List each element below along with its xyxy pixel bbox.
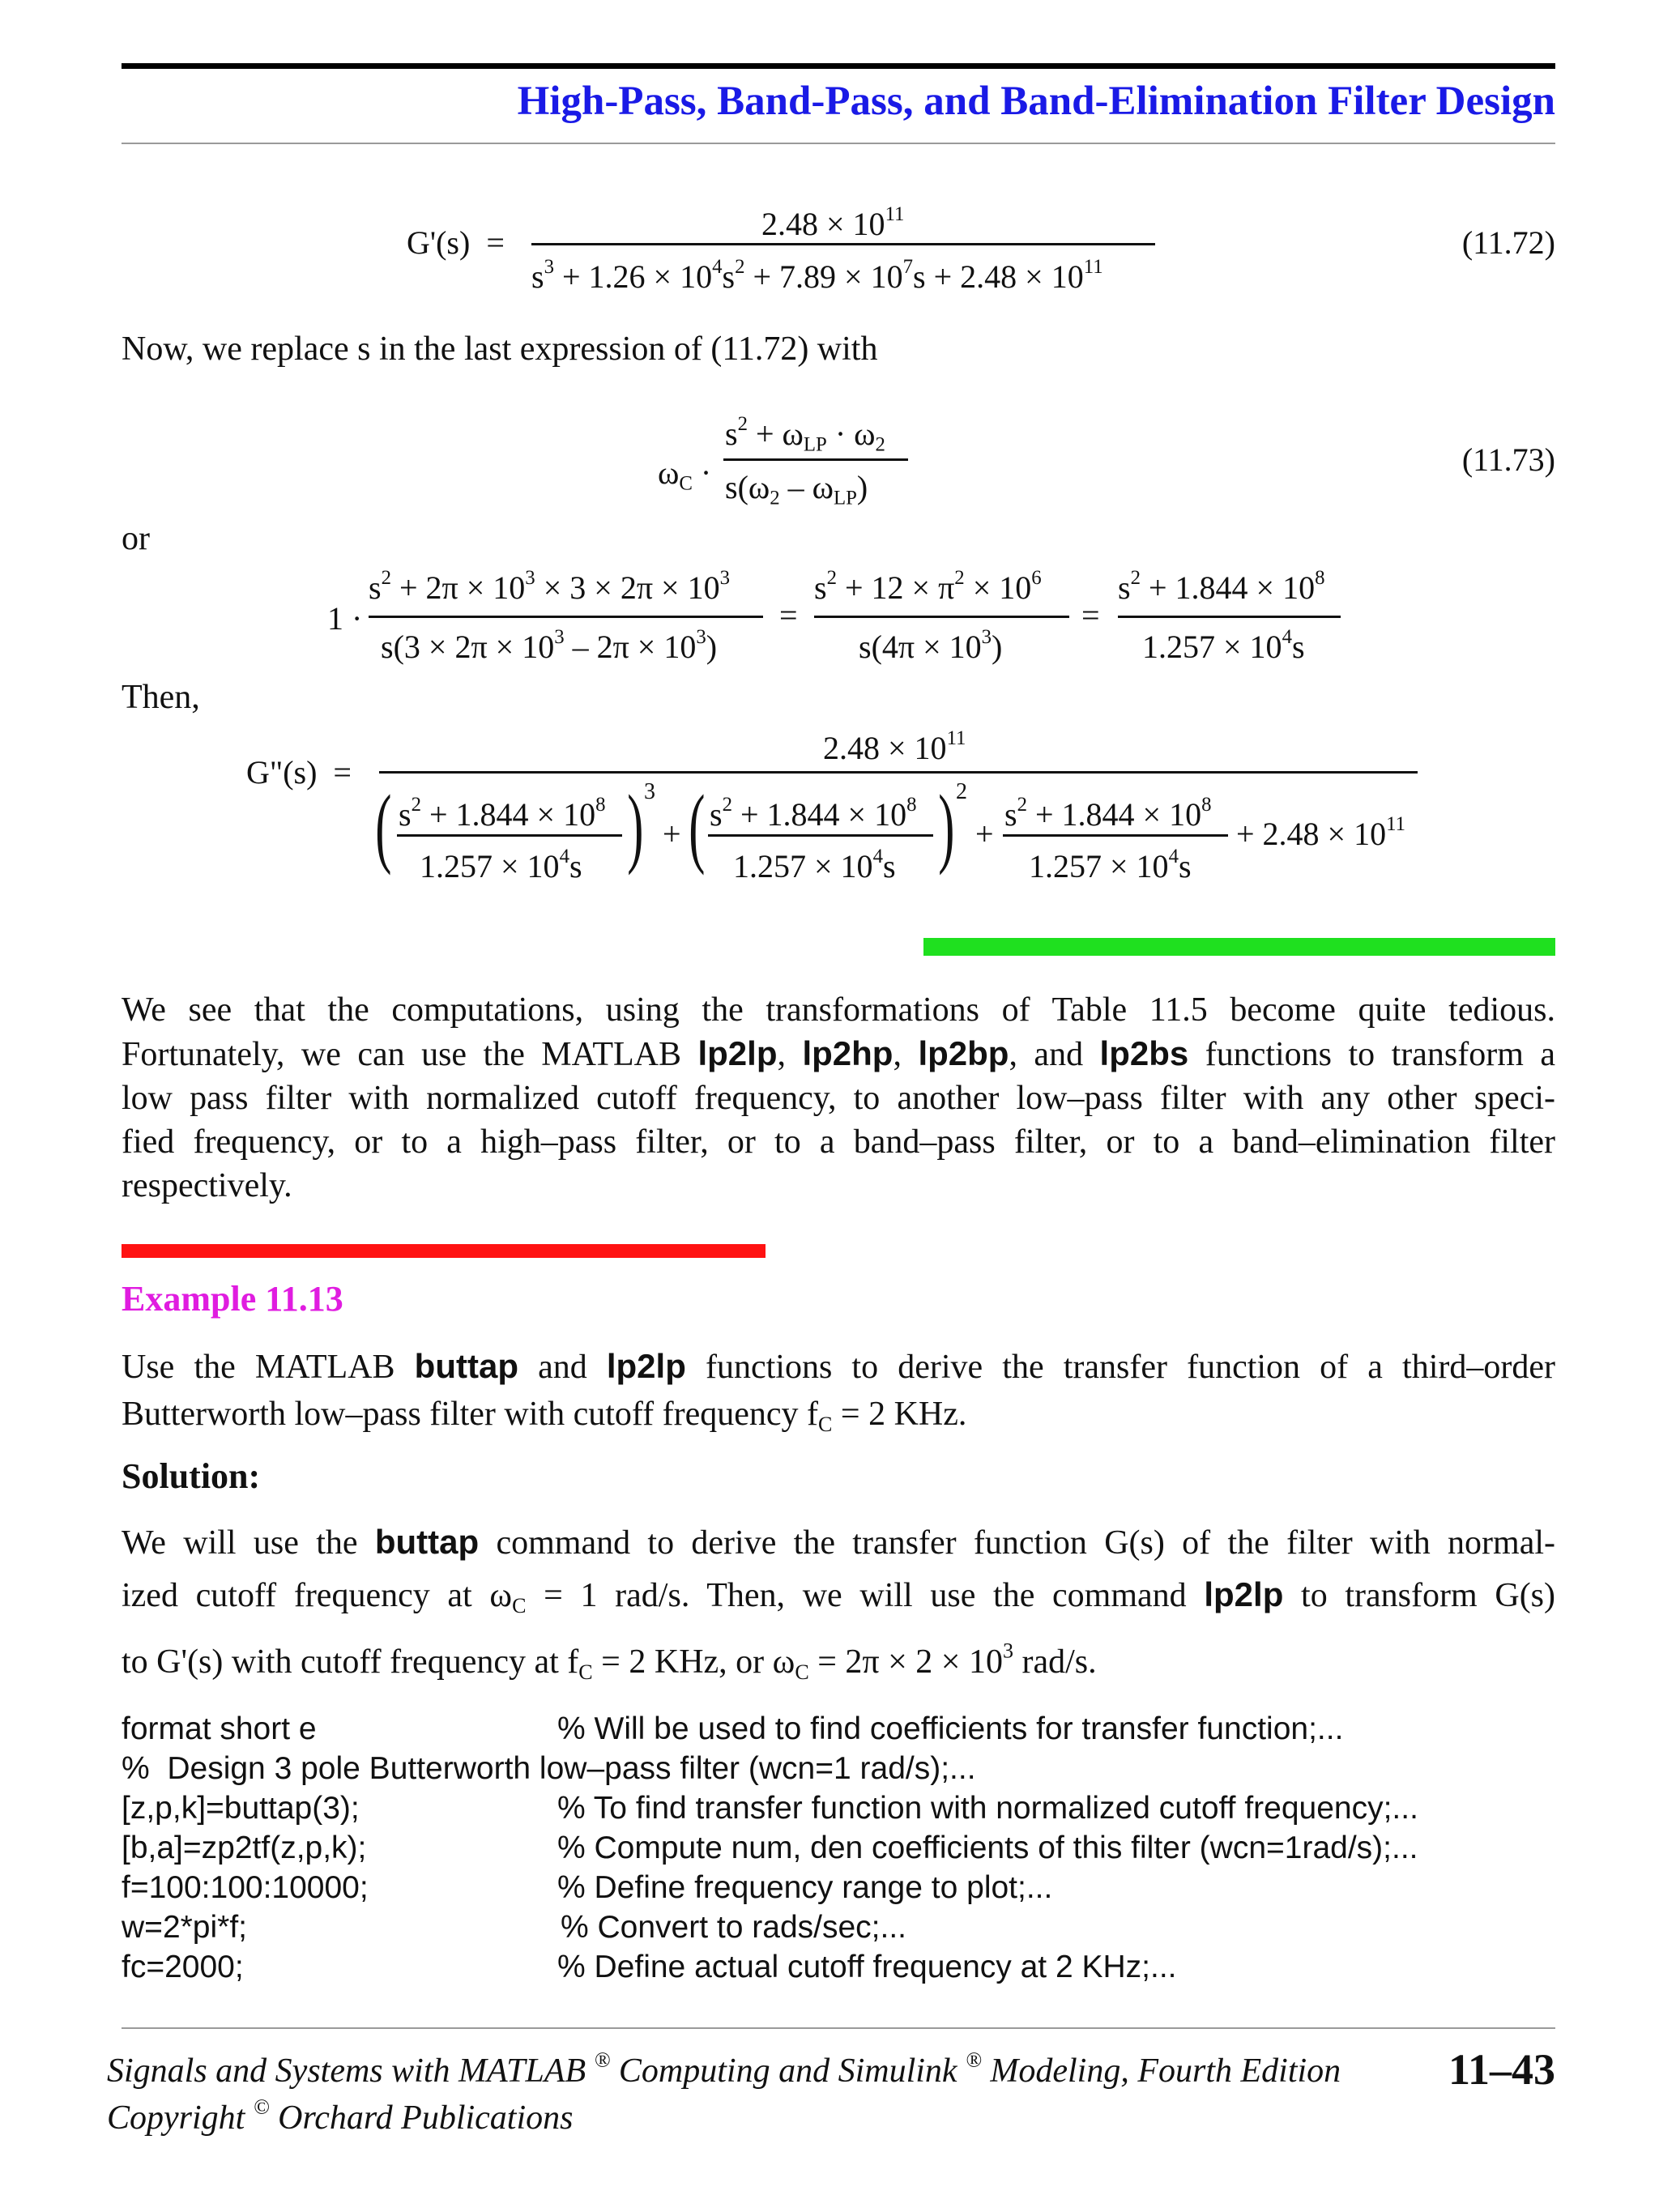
eq-g2-term1-close-paren: ) (627, 777, 644, 876)
eq1172-fraction-bar (531, 243, 1155, 245)
tedious-line-3: low pass filter with normalized cutoff frequency, to another low–pass filter with any other speci- (122, 1080, 1555, 1117)
connector-then: Then, (122, 679, 200, 716)
footer-text (107, 2048, 1341, 2142)
header-rule (122, 63, 1555, 69)
connector-or: or (122, 520, 150, 557)
substitution-f2-bar (814, 616, 1069, 618)
code-buttap: buttap (374, 1523, 480, 1561)
eq-g2-tail: + $2.48 \times 10^{11}$ (1236, 813, 1406, 852)
footer-rule (122, 2027, 1555, 2029)
eq-g2-term3-bar (1003, 834, 1228, 837)
example-line-2: Butterworth low–pass filter with cutoff frequency $f_C = 2$ KHz. (122, 1396, 967, 1436)
code-lp2lp: lp2lp (697, 1034, 778, 1072)
paragraph-tedious (122, 988, 1555, 1208)
substitution-f1-bar (369, 616, 763, 618)
eq-g2-term2-power: 2 (956, 779, 967, 804)
substitution-f1-numerator: $s^2 + 2\pi \times 10^3 \times 3 \times 2\pi \times 10^3$ (369, 567, 730, 606)
eq-g2-term2-close-paren: ) (938, 777, 955, 876)
solution-line-1: We will use the buttap command to derive the transfer function G(s) of the filter with normal- (122, 1523, 1555, 1562)
eq1173-number: (11.73) (1461, 441, 1555, 478)
tedious-line-5: respectively. (122, 1167, 292, 1204)
eq-g2-term1-power: 3 (644, 779, 655, 804)
code-line: format short e % Will be used to find coefficients for transfer function;... (122, 1711, 1344, 1746)
substitution-prefix: 1 · (327, 600, 363, 637)
code-line: [z,p,k]=buttap(3); % To find transfer function with normalized cutoff frequency;... (122, 1791, 1418, 1826)
eq-g2-term2-numerator: $s^2 + 1.844 \times 10^8$ (710, 794, 917, 833)
code-line: f=100:100:10000; % Define frequency range to plot;... (122, 1870, 1053, 1905)
eq-g2-plus-2: + (975, 816, 994, 852)
page-header-title: High-Pass, Band-Pass, and Band-Elimination Filter Design (517, 79, 1555, 124)
footer-book-title: Signals and Systems with MATLAB ® Computing and Simulink ® Modeling, Fourth Edition (107, 2048, 1341, 2090)
eq-g2-main-bar (379, 771, 1418, 774)
red-highlight-bar (122, 1244, 766, 1258)
eq-g2-term1-bar (397, 834, 622, 837)
eq1173-denominator: $s(\omega_2 - \omega_{LP})$ (725, 469, 868, 509)
solution-line-3: to G'(s) with cutoff frequency at $f_C = 2$ KHz, or $\omega_C = 2\pi \times 2 \times 10^3$ rad/s. (122, 1639, 1097, 1684)
substitution-f2-numerator: $s^2 + 12 \times \pi^2 \times 10^6$ (814, 567, 1042, 606)
substitution-equals-1: = (779, 597, 798, 633)
eq1172-numerator: $2.48 \times 10^{11}$ (761, 203, 905, 242)
eq-g2-term3-denominator: $1.257 \times 10^4s$ (1029, 846, 1192, 884)
tedious-line-1: We see that the computations, using the transformations of Table 11.5 become quite tedious. (122, 991, 1555, 1029)
code-line: fc=2000; % Define actual cutoff frequency at 2 KHz;... (122, 1950, 1177, 1984)
eq-g2-lhs: G"(s) = (246, 754, 352, 791)
footer-copyright: Copyright © Orchard Publications (107, 2095, 574, 2137)
eq-g2-term1-open-paren: ( (375, 777, 392, 876)
code-buttap: buttap (414, 1347, 518, 1385)
eq-g2-term1-numerator: $s^2 + 1.844 \times 10^8$ (399, 794, 606, 833)
code-lp2lp: lp2lp (606, 1347, 686, 1385)
code-block (122, 1709, 1555, 1987)
tedious-line-2: Fortunately, we can use the MATLAB lp2lp, lp2hp, lp2bp, and lp2bs functions to transform a (122, 1034, 1556, 1073)
example-line-1: Use the MATLAB buttap and lp2lp functions to derive the transfer function of a third–order (122, 1347, 1555, 1386)
paragraph-solution (122, 1516, 1555, 1688)
substitution-equals-2: = (1081, 597, 1100, 633)
eq-g2-term2-open-paren: ( (689, 777, 706, 876)
eq-g2-numerator: $2.48 \times 10^{11}$ (823, 727, 966, 766)
code-lp2bp: lp2bp (918, 1034, 1009, 1072)
eq1173-prefix: $\omega_C$ · (658, 454, 712, 495)
solution-title: Solution: (122, 1456, 261, 1496)
eq-g2-term3-numerator: $s^2 + 1.844 \times 10^8$ (1004, 794, 1212, 833)
eq-g2-term2-denominator: $1.257 \times 10^4s$ (733, 846, 896, 884)
code-line: % Design 3 pole Butterworth low–pass filter (wcn=1 rad/s);... (122, 1751, 976, 1786)
page-number: 11–43 (1448, 2045, 1555, 2094)
code-line: w=2*pi*f; % Convert to rads/sec;... (122, 1910, 907, 1945)
paragraph-example (122, 1343, 1555, 1438)
code-lp2hp: lp2hp (802, 1034, 893, 1072)
example-title: Example 11.13 (122, 1279, 343, 1319)
paragraph-replace: Now, we replace s in the last expression of (11.72) with (122, 330, 878, 368)
code-lp2lp: lp2lp (1204, 1575, 1284, 1613)
eq1173-fraction-bar (723, 458, 908, 461)
eq1172-denominator: $s^3 + 1.26 \times 10^4s^2 + 7.89 \times 10^7s + 2.48 \times 10^{11}$ (531, 256, 1103, 295)
substitution-f3-denominator: $1.257 \times 10^4s$ (1142, 626, 1305, 665)
substitution-f3-bar (1118, 616, 1341, 618)
eq1173-numerator: $s^2 + \omega_{LP} \cdot \omega_2$ (725, 413, 885, 456)
substitution-f3-numerator: $s^2 + 1.844 \times 10^8$ (1118, 567, 1325, 606)
code-line: [b,a]=zp2tf(z,p,k); % Compute num, den coefficients of this filter (wcn=1rad/s);... (122, 1831, 1418, 1865)
substitution-f1-denominator: $s(3 \times 2\pi \times 10^3 - 2\pi \times 10^3)$ (381, 626, 718, 665)
tedious-line-4: fied frequency, or to a high–pass filter, or to a band–pass filter, or to a band–elimination filter (122, 1123, 1555, 1161)
code-lp2bs: lp2bs (1099, 1034, 1189, 1072)
solution-line-2: ized cutoff frequency at $\omega_C = 1$ rad/s. Then, we will use the command lp2lp to transform G(s) (122, 1575, 1556, 1617)
green-highlight-bar (923, 938, 1555, 956)
substitution-f2-denominator: $s(4\pi \times 10^3)$ (859, 626, 1003, 665)
eq-g2-term2-bar (708, 834, 933, 837)
header-underline (122, 143, 1555, 144)
eq-g2-plus-1: + (663, 816, 681, 852)
eq1172-lhs: G'(s) = (407, 224, 505, 261)
eq-g2-term1-denominator: $1.257 \times 10^4s$ (420, 846, 582, 884)
eq1172-number: (11.72) (1461, 224, 1555, 261)
